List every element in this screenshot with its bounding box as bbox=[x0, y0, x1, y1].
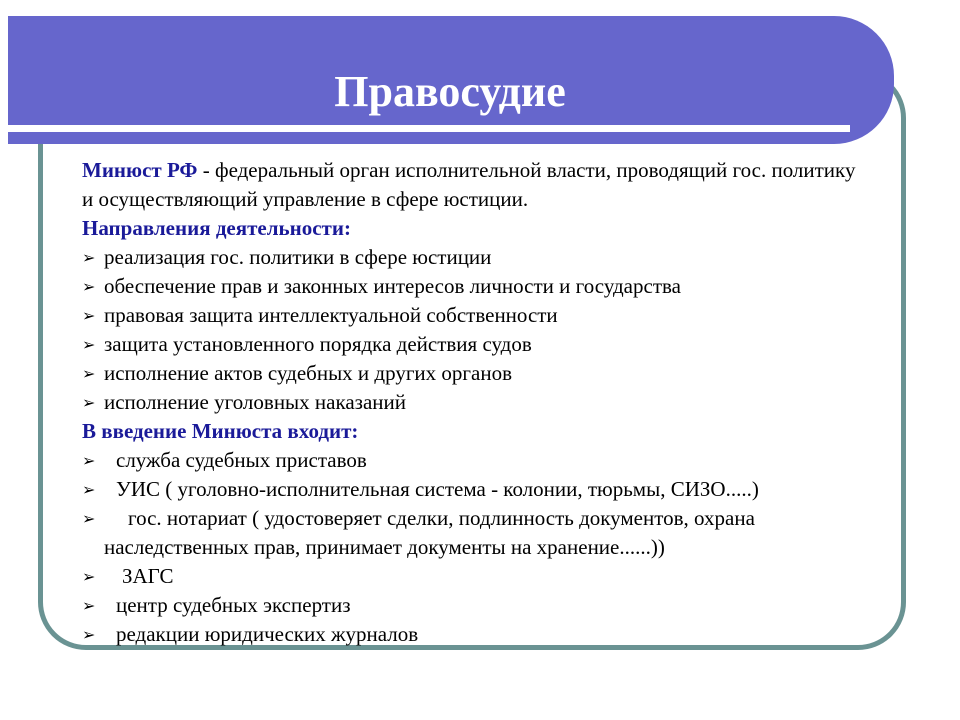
check-arrow-icon: ➢ bbox=[82, 248, 96, 267]
list-item: ➢ обеспечение прав и законных интересов личности и государства bbox=[82, 272, 862, 301]
slide-body bbox=[82, 156, 862, 649]
check-arrow-icon: ➢ bbox=[82, 335, 96, 354]
title-underline bbox=[8, 125, 850, 132]
list-item: ➢ исполнение актов судебных и других органов bbox=[82, 359, 862, 388]
list-item: ➢ исполнение уголовных наказаний bbox=[82, 388, 862, 417]
check-arrow-icon: ➢ bbox=[82, 509, 96, 528]
check-arrow-icon: ➢ bbox=[82, 451, 96, 470]
intro-definition: - федеральный орган исполнительной власти, проводящий гос. политику и осуществляющий управление в сфере юстиции. bbox=[82, 158, 856, 211]
check-arrow-icon: ➢ bbox=[82, 567, 96, 586]
directions-heading: Направления деятельности: bbox=[82, 216, 351, 240]
list-item: ➢ служба судебных приставов bbox=[82, 446, 862, 475]
list-item: ➢ центр судебных экспертиз bbox=[82, 591, 862, 620]
check-arrow-icon: ➢ bbox=[82, 393, 96, 412]
check-arrow-icon: ➢ bbox=[82, 625, 96, 644]
check-arrow-icon: ➢ bbox=[82, 277, 96, 296]
list-item: ➢ УИС ( уголовно-исполнительная система - колонии, тюрьмы, СИЗО.....) bbox=[82, 475, 862, 504]
intro-term: Минюст РФ bbox=[82, 158, 198, 182]
check-arrow-icon: ➢ bbox=[82, 306, 96, 325]
list-item: ➢ ЗАГС bbox=[82, 562, 862, 591]
check-arrow-icon: ➢ bbox=[82, 480, 96, 499]
subordinate-heading: В введение Минюста входит: bbox=[82, 419, 359, 443]
check-arrow-icon: ➢ bbox=[82, 364, 96, 383]
list-item: ➢ редакции юридических журналов bbox=[82, 620, 862, 649]
list-item: ➢ реализация гос. политики в сфере юстиции bbox=[82, 243, 862, 272]
page-title: Правосудие bbox=[334, 67, 566, 116]
list-item: ➢ защита установленного порядка действия судов bbox=[82, 330, 862, 359]
list-item: ➢ гос. нотариат ( удостоверяет сделки, подлинность документов, охрана наследственных прав, принимает документы на хранение......)) bbox=[82, 506, 755, 559]
check-arrow-icon: ➢ bbox=[82, 596, 96, 615]
list-item: ➢ правовая защита интеллектуальной собственности bbox=[82, 301, 862, 330]
intro-paragraph bbox=[82, 156, 862, 214]
